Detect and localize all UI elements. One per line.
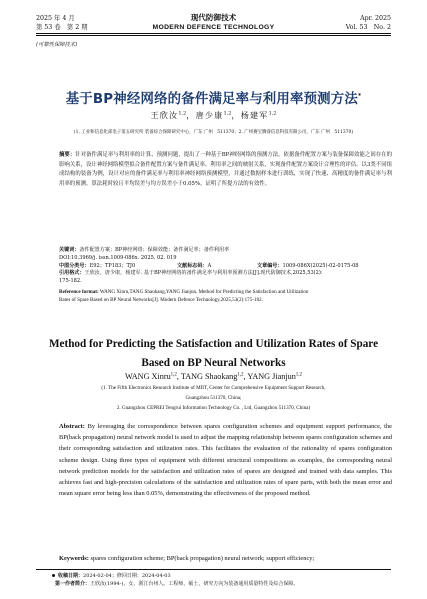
abstract-en-text: By leveraging the correspondence between spares configuration schemes and equipment support performance, the BP(back propagation) neural network model is used to adjust the mapping relationship between spares configuration schemes and their corresponding satisfaction and utilization rates. This facilitates the evaluation of the rationality of spares configuration scheme design. Using three types of equipment with different structural compositions as examples, the corresponding neural network prediction models for the satisfaction and utilization rates of spares are designed and trained with data samples. This achieves fast and high-precision calculations of the satisfaction and utilization rates of spare parts, with both the mean error and mean square error being less than 0.05%, demonstrating the effectiveness of the proposed method.: [59, 423, 392, 498]
header-issue-info-en: [346, 14, 391, 32]
clc-entry: [59, 263, 135, 269]
affiliation-cn: (1. 工业和信息化部电子第五研究所 装备综合保障研究中心，广东 广州 511370；2. 广州赛宝腾睿信息科技有限公司，广东 广州 511370): [73, 130, 354, 135]
footnote-rule: [36, 569, 391, 570]
paper-title-en-line1: Method for Predicting the Satisfaction and Utilization Rates of Spare: [48, 338, 379, 350]
document-code-label: 文献标志码：: [177, 263, 208, 269]
author-bio-text: 王欣汝(1994-)，女，浙江台州人。工程师，硕士，研究方向为装备通用质量特性及综合保障。: [90, 581, 299, 587]
affiliation-en-line3: 2. Guangzhou CEPREI Tengrui Information Technology Co. , Ltd, Guangzhou 511370, China): [116, 405, 311, 411]
citation-cn-line1: 王欣汝，唐少康，杨建军. 基于BP神经网络的备件满足率与利用率预测方法[J].现代防御技术,2025,53(2):: [84, 270, 323, 276]
clc-label: 中图分类号：: [59, 263, 90, 269]
citation-cn-label: 引用格式：: [59, 270, 85, 276]
article-number-entry: [257, 262, 359, 269]
paper-title-en: [0, 335, 427, 373]
author-affiliation-mark: 1,2: [170, 372, 177, 378]
author-affiliation-mark: 1,2: [178, 110, 187, 117]
author-list-en: WANG Xinru$^{1,2}$, TANG Shaokang$^{1,2}$, YANG Jianjun$^{1,2}$: [124, 372, 303, 381]
citation-en: [59, 289, 308, 297]
citation-en-line1: WANG Xinru,TANG Shaokang,YANG Jianjun. Method for Predicting the Satisfaction and Utilization: [99, 289, 309, 295]
affiliation-en-line2: Guangzhou 511370, China;: [185, 395, 242, 401]
received-label: 收稿日期：: [58, 573, 84, 579]
section-label: (可靠性保障技术): [36, 42, 78, 48]
journal-name-en: MODERN DEFENCE TECHNOLOGY: [152, 24, 275, 31]
author-affiliation-mark: 1,2: [223, 110, 232, 117]
keywords-cn-label: 关键词：: [59, 247, 80, 253]
paper-title-cn: [0, 88, 427, 107]
author-separator: ，: [186, 110, 196, 120]
header-volume-cn: 第 53 卷 第 2 期: [36, 24, 88, 31]
header-date-en: Apr. 2025: [360, 15, 391, 22]
author-affiliation-mark: 1,2: [237, 372, 244, 378]
abstract-cn-label: 摘要：: [59, 152, 76, 158]
header-date-cn: 2025 年 4 月: [36, 15, 75, 22]
doi: DOI:10.3969/j. issn.1009-086x. 2025. 02. 019: [59, 255, 177, 261]
affiliation-en-line1: (1. The Fifth Electronics Research Institute of MIIT, Center for Comprehensive Equipment Support Research,: [101, 385, 326, 391]
abstract-en-label: Abstract:: [59, 423, 85, 430]
abstract-en: [59, 421, 392, 499]
title-footnote-mark: *: [357, 92, 362, 100]
author-name-en: TANG Shaokang: [180, 372, 238, 381]
keywords-cn: [59, 247, 229, 255]
citation-en-line2: Rates of Spare Based on BP Neural Networks[J]. Modern Defence Technology,2025,53(2):175-182.: [59, 297, 263, 303]
author-name: 王欣汝: [150, 110, 179, 120]
clc-value: E92；TP183；TJ0: [89, 263, 136, 269]
citation-en-label: Reference format:: [59, 289, 99, 295]
bullet-icon: [52, 574, 55, 577]
document-code-value: A: [207, 263, 212, 269]
author-affiliation-mark: 1,2: [295, 372, 303, 378]
keywords-en-label: Keywords:: [59, 555, 89, 562]
paper-title-cn-text: 基于BP神经网络的备件满足率与利用率预测方法: [65, 92, 358, 107]
abstract-cn-text: 针对备件满足率与利用率的计算、预测问题，提出了一种基于BP神经网络的预测方法。依据备件配置方案与装备保障效能之间存在的影响关系，设计神经网络模型拟合备件配置方案与备件满足率、利用率之间的映射关系，实现备件配置方案设计合理性的评估。以3类不同组成结构的装备为例，设计对应的备件满足率与利用率神经网络预测模型，并通过数据样本进行训练，实现了快速、高精度的备件满足率与利用率的预测。算法耗时较且平均误差与均方误差小于0.05%，证明了所提方法的有效性。: [59, 152, 392, 187]
author-affiliation-mark: 1,2: [268, 110, 277, 117]
author-list-cn: [0, 110, 427, 121]
keywords-en-text: spares configuration scheme; BP(back propagation) neural network; support efficiency;: [90, 555, 315, 562]
citation-cn-line2: 175-182.: [59, 278, 82, 284]
footnote-author: [55, 580, 298, 588]
author-bio-label: 第一作者简介：: [55, 581, 91, 587]
keywords-cn-text: 备件配置方案；BP神经网络；保障效能；备件满足率；备件利用率: [79, 247, 230, 253]
keywords-en: [59, 555, 399, 562]
author-separator: ，: [231, 110, 241, 120]
received-dates: 2024-02-04；修回日期：2024-04-03: [83, 573, 171, 579]
article-number-label: 文章编号：: [257, 263, 283, 269]
article-number-value: 1009-086X(2025)-02-0175-08: [282, 263, 359, 269]
author-name: 唐少康: [195, 110, 224, 120]
footnote-received: [52, 572, 171, 580]
header-rule-thick: [36, 33, 391, 34]
author-name: 杨建军: [240, 110, 269, 120]
paper-title-en-line2: Based on BP Neural Networks: [141, 357, 286, 369]
author-name-en: WANG Xinru: [124, 372, 171, 381]
author-name-en: YANG Jianjun: [247, 372, 296, 381]
classification-line: [59, 262, 392, 269]
document-code-entry: [177, 262, 211, 269]
citation-cn: [59, 270, 323, 278]
abstract-cn: [59, 151, 392, 189]
header-volume-en: Vol. 53 No. 2: [345, 24, 391, 31]
header-rule-thin: [36, 35, 391, 36]
journal-name-cn: 现代防御技术: [190, 13, 237, 22]
